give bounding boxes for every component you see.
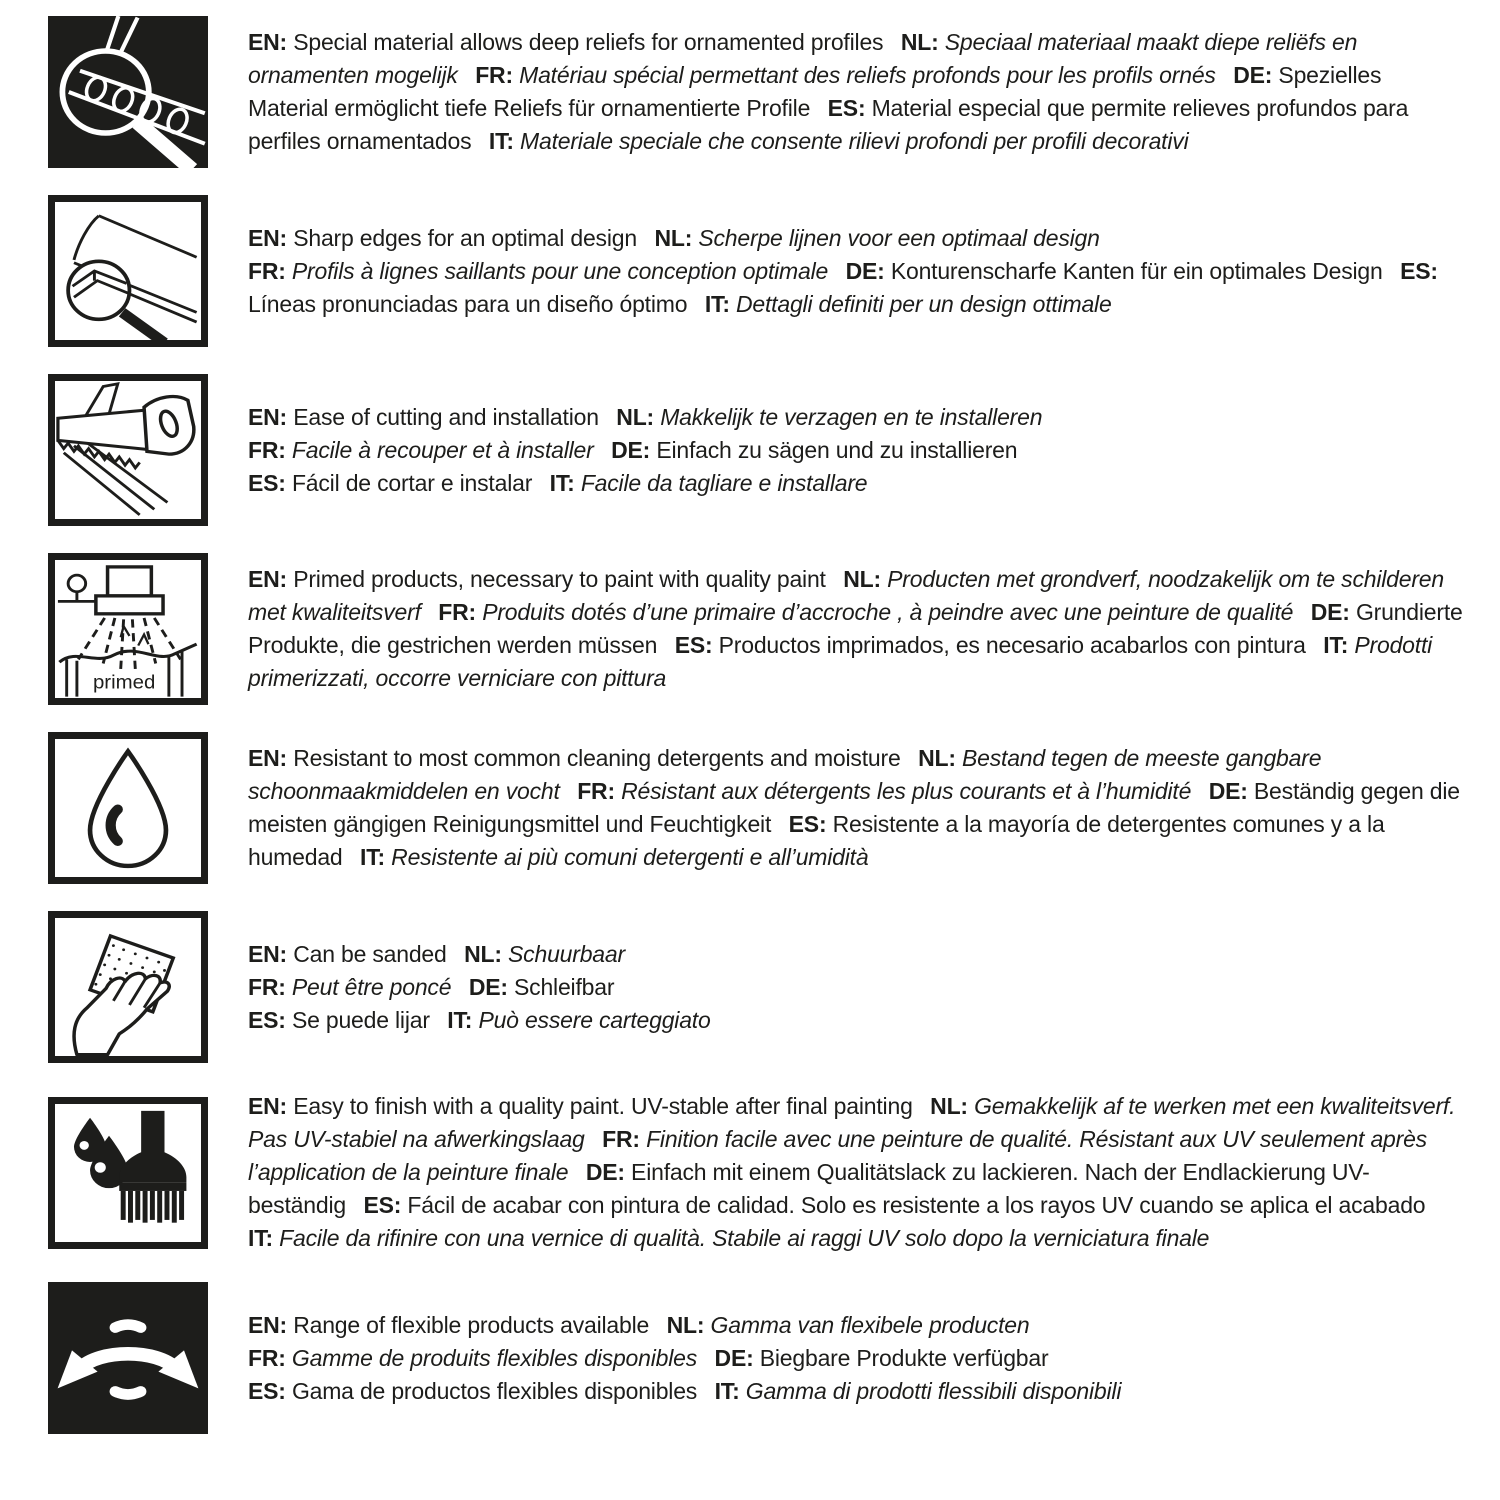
feature-text-es: Fácil de acabar con pintura de calidad. Solo es resistente a los rayos UV cuando se aplica el acabado [401, 1192, 1426, 1218]
lang-label-de: DE: [1310, 599, 1350, 625]
handsaw-cutting-icon [55, 381, 201, 519]
feature-text-it: Prodotti primerizzati, occorre verniciare con pittura [248, 632, 1433, 691]
lang-label-fr: FR: [248, 1344, 286, 1371]
lang-label-nl: NL: [900, 29, 939, 55]
lang-label-it: IT: [714, 1377, 740, 1404]
primed-label: primed [92, 671, 156, 694]
feature-text-it: Può essere carteggiato [472, 1006, 711, 1033]
feature-text-nl: Producten met grondverf, noodzakelijk om te schilderen met kwaliteitsverf [248, 566, 1444, 625]
water-drop-box [48, 732, 208, 884]
primer-spray-box [48, 553, 208, 705]
lang-label-nl: NL: [654, 224, 693, 251]
feature-text-nl: Makkelijk te verzagen en te installeren [654, 403, 1043, 430]
feature-text-es: Se puede lijar [285, 1006, 430, 1033]
feature-text-nl: Bestand tegen de meeste gangbare schoonmaakmiddelen en vocht [248, 745, 1322, 804]
feature-text-it: Materiale speciale che consente rilievi profondi per profili decorativi [513, 128, 1189, 154]
feature-text-nl: Gemakkelijk af te werken met een kwaliteitsverf. Pas UV-stabiel na afwerkingslaag [248, 1093, 1456, 1152]
lang-label-nl: NL: [930, 1093, 968, 1119]
feature-description [248, 938, 711, 1037]
feature-text-en: Ease of cutting and installation [287, 403, 599, 430]
feature-row [48, 374, 1466, 526]
feature-text-es: Fácil de cortar e instalar [285, 469, 533, 496]
lang-label-fr: FR: [577, 778, 615, 804]
feature-text-en: Range of flexible products available [287, 1311, 650, 1338]
lang-label-it: IT: [447, 1006, 473, 1033]
feature-text-en: Special material allows deep reliefs for ornamented profiles [287, 29, 884, 55]
lang-label-es: ES: [674, 632, 713, 658]
lang-label-en: EN: [248, 940, 288, 967]
lang-label-es: ES: [248, 469, 286, 496]
lang-label-en: EN: [248, 1311, 288, 1338]
feature-row [48, 553, 1466, 705]
lang-label-fr: FR: [248, 257, 286, 284]
paint-brush-drops-box [48, 1097, 208, 1249]
feature-row [48, 732, 1466, 884]
lang-label-es: ES: [788, 811, 827, 837]
feature-description [248, 1090, 1466, 1255]
lang-label-nl: NL: [843, 566, 881, 592]
feature-description [248, 222, 1466, 321]
flex-arrow-box [48, 1282, 208, 1434]
lang-label-it: IT: [248, 1225, 273, 1251]
lang-label-en: EN: [248, 1093, 288, 1119]
feature-text-de: Schleifbar [507, 973, 615, 1000]
feature-text-es: Material especial que permite relieves profundos para perfiles ornamentados [248, 95, 1409, 154]
lang-label-de: DE: [1233, 62, 1273, 88]
feature-text-fr: Finition facile avec une peinture de qualité. Résistant aux UV seulement après l’application de la peinture finale [248, 1126, 1427, 1185]
lang-label-it: IT: [488, 128, 514, 154]
feature-text-en: Resistant to most common cleaning detergents and moisture [287, 745, 901, 771]
feature-text-en: Primed products, necessary to paint with quality paint [287, 566, 826, 592]
feature-text-it: Resistente ai più comuni detergenti e all’umidità [384, 844, 869, 870]
feature-text-fr: Facile à recouper et à installer [285, 436, 594, 463]
feature-text-de: Biegbare Produkte verfügbar [753, 1344, 1049, 1371]
feature-text-nl: Gamma van flexibele producten [704, 1311, 1030, 1338]
feature-text-es: Resistente a la mayoría de detergentes comunes y a la humedad [248, 811, 1385, 870]
feature-row [48, 16, 1466, 168]
feature-text-de: Spezielles Material ermöglicht tiefe Reliefs für ornamentierte Profile [248, 62, 1382, 121]
feature-text-it: Dettagli definiti per un design ottimale [729, 290, 1112, 317]
feature-text-en: Easy to finish with a quality paint. UV-stable after final painting [287, 1093, 913, 1119]
feature-text-fr: Résistant aux détergents les plus courants et à l’humidité [614, 778, 1192, 804]
feature-text-de: Einfach mit einem Qualitätslack zu lackieren. Nach der Endlackierung UV-beständig [248, 1159, 1370, 1218]
lang-label-es: ES: [248, 1377, 286, 1404]
water-drop-icon [55, 739, 201, 877]
hand-sanding-box [48, 911, 208, 1063]
lang-label-es: ES: [1400, 257, 1438, 284]
feature-text-fr: Matériau spécial permettant des reliefs profonds pour les profils ornés [512, 62, 1216, 88]
primer-spray-icon [55, 560, 201, 698]
feature-description [248, 1309, 1121, 1408]
lang-label-it: IT: [704, 290, 730, 317]
lang-label-fr: FR: [475, 62, 513, 88]
feature-text-nl: Scherpe lijnen voor een optimaal design [692, 224, 1100, 251]
lang-label-de: DE: [585, 1159, 625, 1185]
lang-label-nl: NL: [464, 940, 502, 967]
feature-description [248, 401, 1042, 500]
feature-text-de: Beständig gegen die meisten gängigen Reinigungsmittel und Feuchtigkeit [248, 778, 1460, 837]
lang-label-de: DE: [611, 436, 651, 463]
lang-label-en: EN: [248, 566, 288, 592]
lang-label-de: DE: [714, 1344, 754, 1371]
handsaw-cutting-box [48, 374, 208, 526]
feature-row [48, 195, 1466, 347]
lang-label-it: IT: [1323, 632, 1349, 658]
paint-brush-drops-icon [55, 1104, 201, 1242]
sharp-edges-magnifier-box [48, 195, 208, 347]
lang-label-es: ES: [363, 1192, 402, 1218]
feature-row [48, 911, 1466, 1063]
lang-label-en: EN: [248, 29, 288, 55]
lang-label-en: EN: [248, 403, 288, 430]
feature-text-it: Facile da rifinire con una vernice di qualità. Stabile ai raggi UV solo dopo la verniciatura finale [272, 1225, 1210, 1251]
feature-text-nl: Speciaal materiaal maakt diepe reliëfs en ornamenten mogelijk [248, 29, 1358, 88]
feature-text-de: Einfach zu sägen und zu installieren [650, 436, 1018, 463]
feature-text-fr: Gamme de produits flexibles disponibles [285, 1344, 698, 1371]
feature-text-es: Líneas pronunciadas para un diseño óptimo [248, 290, 688, 317]
lang-label-nl: NL: [616, 403, 655, 430]
feature-text-it: Facile da tagliare e installare [574, 469, 868, 496]
feature-description [248, 742, 1466, 874]
lang-label-fr: FR: [248, 973, 286, 1000]
feature-row [48, 1282, 1466, 1434]
feature-text-fr: Profils à lignes saillants pour une conception optimale [285, 257, 829, 284]
lang-label-fr: FR: [248, 436, 286, 463]
feature-text-it: Gamma di prodotti flessibili disponibili [739, 1377, 1122, 1404]
lang-label-en: EN: [248, 224, 288, 251]
feature-text-fr: Peut être poncé [285, 973, 452, 1000]
feature-description [248, 563, 1466, 695]
feature-description [248, 26, 1466, 158]
flex-arrow-icon [48, 1282, 208, 1434]
lang-label-it: IT: [549, 469, 575, 496]
sharp-edges-magnifier-icon [55, 202, 201, 340]
lang-label-en: EN: [248, 745, 288, 771]
feature-text-de: Konturenscharfe Kanten für ein optimales Design [884, 257, 1383, 284]
lang-label-nl: NL: [666, 1311, 705, 1338]
feature-text-nl: Schuurbaar [501, 940, 625, 967]
feature-text-es: Gama de productos flexibles disponibles [285, 1377, 698, 1404]
lang-label-es: ES: [827, 95, 866, 121]
feature-text-en: Sharp edges for an optimal design [287, 224, 637, 251]
lang-label-es: ES: [248, 1006, 286, 1033]
deep-reliefs-magnifier-icon [48, 16, 208, 168]
feature-text-es: Productos imprimados, es necesario acabarlos con pintura [712, 632, 1306, 658]
lang-label-it: IT: [360, 844, 385, 870]
feature-text-en: Can be sanded [287, 940, 447, 967]
feature-list [48, 16, 1466, 1434]
lang-label-de: DE: [845, 257, 885, 284]
lang-label-fr: FR: [438, 599, 476, 625]
lang-label-nl: NL: [918, 745, 956, 771]
lang-label-de: DE: [468, 973, 508, 1000]
feature-text-de: Grundierte Produkte, die gestrichen werden müssen [248, 599, 1463, 658]
feature-text-fr: Produits dotés d’une primaire d’accroche , à peindre avec une peinture de qualité [476, 599, 1294, 625]
deep-reliefs-magnifier-box [48, 16, 208, 168]
lang-label-de: DE: [1208, 778, 1248, 804]
hand-sanding-icon [55, 918, 201, 1056]
lang-label-fr: FR: [602, 1126, 640, 1152]
feature-row [48, 1090, 1466, 1255]
